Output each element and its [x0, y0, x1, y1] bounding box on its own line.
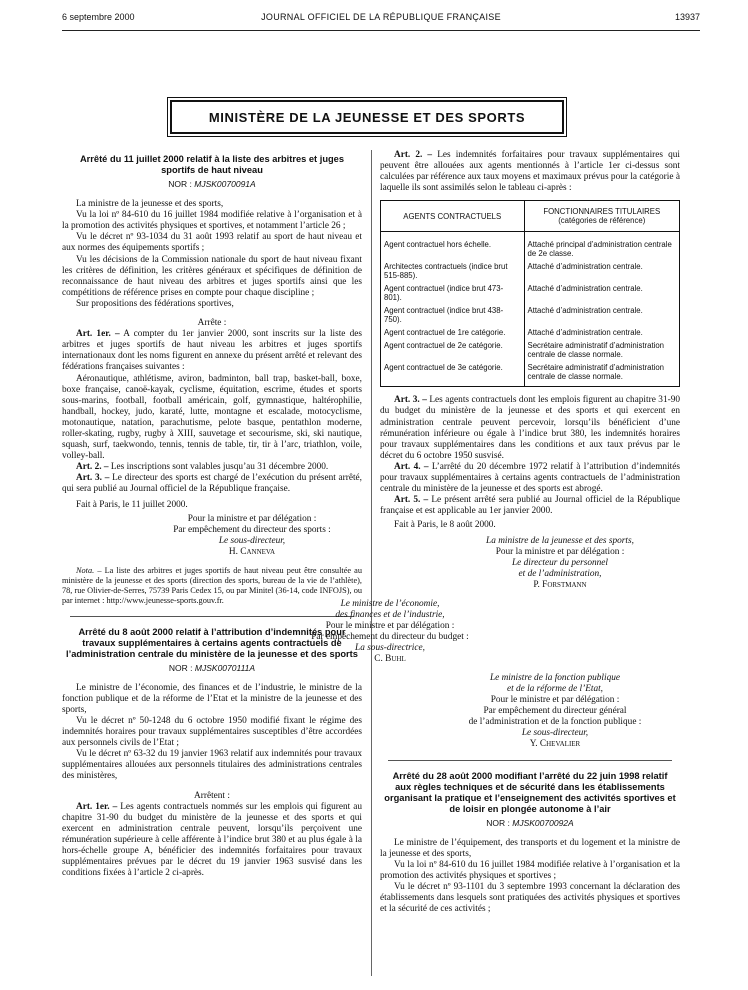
publication-date: 6 septembre 2000 [62, 12, 135, 22]
page-header [62, 12, 700, 26]
decree-1-article-3: Art. 3. – Le directeur des sports est chargé de l’exécution du présent arrêté, qui sera publié au Journal officiel de la République française. [62, 473, 363, 495]
journal-title: JOURNAL OFFICIEL DE LA RÉPUBLIQUE FRANÇAISE [261, 12, 501, 22]
table-row: Agent contractuel (indice brut 438-750). Attaché d’administration centrale. [381, 304, 680, 326]
decree-2-para: Vu le décret nº 50-1248 du 6 octobre 1950 modifié fixant le régime des indemnités horaires pour travaux supplémentaires susceptibles d’être accordées aux personnels civils de l’Etat ; [62, 716, 362, 749]
decree-1-para: Vu les décisions de la Commission nationale du sport de haut niveau fixant les critères de définition, les critères généraux et spécifiques de définition de reconnaissance de haut niveau des arbitres et juges sportifs ainsi que les compétitions de référence prises en compte pour chaque discipline ; [62, 254, 362, 298]
decree-1-para: Sur propositions des fédérations sportives, [76, 298, 234, 309]
signatory-name: H. Canneva [228, 546, 276, 557]
decree-3-nor: NOR : MJSK0070092A [486, 817, 574, 828]
column-divider [371, 150, 372, 976]
table-row: Agent contractuel de 2e catégorie. Secrétaire administratif d’administration centrale de classe normale. [381, 339, 680, 361]
decree-2-article-3: Art. 3. – Les agents contractuels dont les emplois figurent au chapitre 31-90 du budget du ministère de la jeunesse et des sports et qui exercent en administration centrale peuvent percevoir, lorsqu’ils bénéficient d’une rémunération inférieure ou égale à l’indice brut 380, les indemnités horaires pour travaux supplémentaires dans les conditions et aux taux prévus par le décret du 6 octobre 1950 susvisé. [380, 395, 680, 461]
right-column [311, 150, 681, 915]
decree-3-para: Le ministre de l’équipement, des transports et du logement et la ministre de la jeunesse et des sports, [380, 837, 680, 859]
decree-3-para: Vu la loi nº 84-610 du 16 juillet 1984 modifiée relative à l’organisation et la promotion des activités physiques et sportives ; [380, 859, 680, 881]
decree-1-date: Fait à Paris, le 11 juillet 2000. [76, 499, 188, 510]
signature-line: Le sous-directeur, [218, 535, 286, 546]
equivalence-table [380, 200, 680, 387]
decree-3-title: Arrêté du 28 août 2000 modifiant l’arrêté du 22 juin 1998 relatif aux règles techniques et de sécurité dans les établissements organisant la pratique et l’enseignement des activités sportives et de loisir en plongée autonome à l’air [384, 770, 676, 814]
decree-2-date: Fait à Paris, le 8 août 2000. [394, 520, 496, 531]
decree-2-article-5: Art. 5. – Le présent arrêté sera publié au Journal officiel de la République française et est applicable au 1er janvier 2000. [380, 495, 680, 517]
signatory-name: C. Buhl [374, 653, 406, 664]
decree-3-para: Vu le décret nº 93-1101 du 3 septembre 1993 concernant la déclaration des établissements dans lesquels sont pratiquées des activités physiques et sportives et la sécurité de ces activités ; [380, 881, 680, 915]
signatory-name: Y. Chevalier [529, 738, 581, 749]
decree-1-title: Arrêté du 11 juillet 2000 relatif à la liste des arbitres et juges sportifs de haut niveau [79, 154, 345, 175]
decree-2-article-2: Art. 2. – Les indemnités forfaitaires pour travaux supplémentaires qui peuvent être allouées aux agents mentionnés à l’article 1er ci-dessus sont calculées par référence aux taux moyens et maximaux prévus pour la catégorie à laquelle ils sont assimilés selon le tableau ci-après : [380, 150, 681, 194]
signature-line: Par empêchement du directeur des sports : [173, 524, 331, 535]
table-row: Architectes contractuels (indice brut 515-885). Attaché d’administration centrale. [381, 260, 680, 282]
section-separator [388, 760, 672, 761]
decree-1-sports-list: Aéronautique, athlétisme, aviron, badminton, ball trap, basket-ball, boxe, boxe française, canoë-kayak, cyclisme, équitation, escrime, études et sports sous-marins, football, football américain, golf, gymnastique, haltérophilie, handball, hockey, judo, karaté, lutte, montagne et escalade, motocyclisme, motonautique, natation, parachutisme, pelote basque, pentathlon moderne, roller-skating, rugby, rugby à XIII, sauvetage et secourisme, ski, ski nautique, squash, surf, taekwondo, tennis, tennis de table, tir, tir à l’arc, triathlon, voile, volley-ball. [62, 373, 362, 462]
decree-1-para: Vu le décret nº 93-1034 du 31 août 1993 relatif au sport de haut niveau et aux normes des équipements sportifs ; [62, 232, 362, 254]
signature-block-2: Le ministre de l’économie, des finances et de l’industrie, Pour le ministre et par délégation : Par empêchement du directeur du budget : La sous-directrice, C. Buhl [280, 599, 500, 665]
table-row: Agent contractuel de 3e catégorie. Secrétaire administratif d’administration centrale de classe normale. [381, 361, 680, 387]
signature-line: Pour la ministre et par délégation : [187, 513, 317, 524]
decree-2-para: Vu le décret nº 63-32 du 19 janvier 1963 relatif aux indemnités pour travaux supplémentaires allouées aux personnels titulaires des administrations centrales des ministères, [62, 749, 362, 782]
decree-2-nor: NOR : MJSK0070111A [168, 662, 256, 673]
decree-2-arretent: Arrêtent : [194, 790, 230, 801]
decree-2-article-1: Art. 1er. – Les agents contractuels nommés sur les emplois qui figurent au chapitre 31-90 du budget du ministère de la jeunesse et des sports et qui exercent en administration centrale peuvent, lorsqu’ils perçoivent une rémunération supérieure à celle afférente à l’indice brut 380 et au plus égale à la hors-échelle groupe A, bénéficier des indemnités forfaitaires pour travaux supplémentaires prévues par le décret du 19 janvier 1963 susvisé dans les conditions fixées à l’article 2 ci-après. [62, 801, 362, 879]
page-number: 13937 [674, 12, 700, 22]
ministry-banner: MINISTÈRE DE LA JEUNESSE ET DES SPORTS [170, 100, 564, 134]
decree-1-nota: Nota. – La liste des arbitres et juges sportifs de haut niveau peut être consultée au ministère de la jeunesse et des sports (direction des sports, bureau de la vie de l’athlète), 78, rue Olivier-de-Serres, 75739 Paris Cedex 15, ou par Minitel (36-14, code INFOJS), ou par internet : http://www.jeunesse-sports.gouv.fr. [62, 565, 362, 605]
decree-1-arrete: Arrête : [197, 318, 227, 329]
table-header: AGENTS CONTRACTUELS [381, 201, 525, 232]
header-rule [62, 30, 700, 31]
decree-1-article-2: Art. 2. – Les inscriptions sont valables jusqu’au 31 décembre 2000. [76, 462, 329, 473]
signature-block-3: Le ministre de la fonction publique et de la réforme de l’Etat, Pour le ministre et par délégation : Par empêchement du directeur général de l’administration et de la fonction publique : Le sous-directeur, Y. Chevalier [430, 673, 680, 750]
table-row: Agent contractuel de 1re catégorie. Attaché d’administration centrale. [381, 326, 680, 339]
table-header: FONCTIONNAIRES TITULAIRES (catégories de référence) [524, 201, 679, 232]
decree-2-para: Le ministre de l’économie, des finances et de l’industrie, le ministre de la fonction publique et de la réforme de l’Etat et la ministre de la jeunesse et des sports, [62, 682, 362, 715]
decree-1-article-1: Art. 1er. – A compter du 1er janvier 2000, sont inscrits sur la liste des arbitres et juges sportifs de haut niveau les arbitres et juges sportifs internationaux dont les noms figurent en annexe du présent arrêté et relevant des fédérations françaises suivantes : [62, 329, 362, 373]
decree-1-para: Vu la loi nº 84-610 du 16 juillet 1984 modifiée relative à l’organisation et à la promotion des activités physiques et sportives, et notamment l’article 26 ; [62, 210, 362, 232]
signature-block-1: La ministre de la jeunesse et des sports, Pour la ministre et par délégation : Le directeur du personnel et de l’administration, P. Forstmann [440, 536, 680, 591]
decree-2-title: Arrêté du 8 août 2000 relatif à l’attribution d’indemnités pour travaux supplémentaires à certains agents contractuels de l’administration centrale du ministère de la jeunesse et des sports [66, 626, 358, 659]
table-row: Agent contractuel hors échelle. Attaché principal d’administration centrale de 2e classe. [381, 232, 680, 261]
decree-1-nor: NOR : MJSK0070091A [168, 179, 256, 189]
decree-1-para: La ministre de la jeunesse et des sports, [76, 199, 224, 210]
signatory-name: P. Forstmann [533, 579, 587, 590]
decree-2-article-4: Art. 4. – L’arrêté du 20 décembre 1972 relatif à l’attribution d’indemnités pour travaux supplémentaires à certains agents contractuels de l’administration centrale du ministère de la jeunesse et des sports est abrogé. [380, 461, 680, 495]
table-row: Agent contractuel (indice brut 473-801). Attaché d’administration centrale. [381, 282, 680, 304]
left-column [62, 154, 362, 879]
